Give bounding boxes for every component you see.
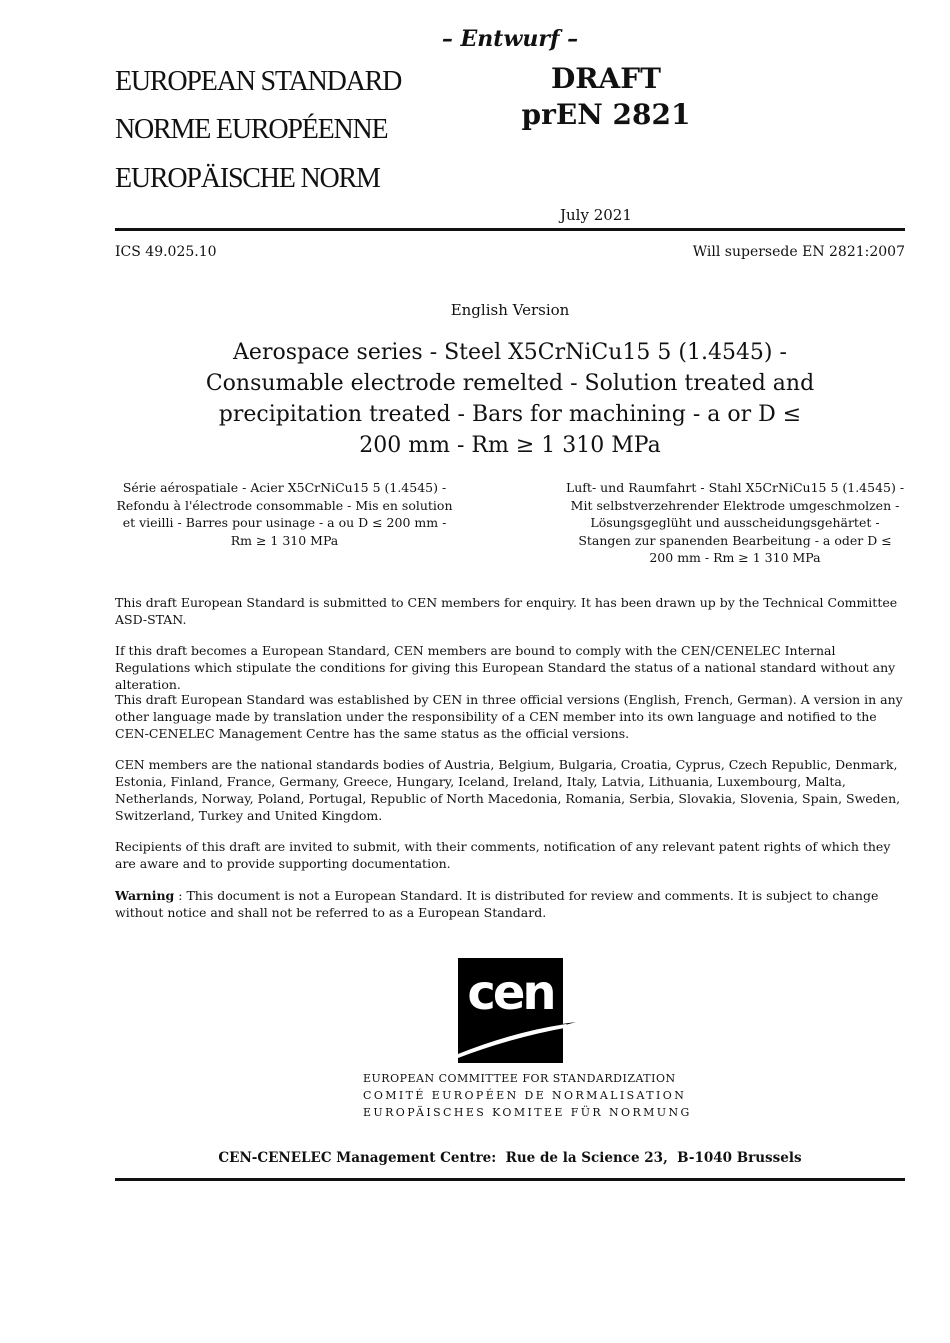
paragraph-members: CEN members are the national standards bodies of Austria, Belgium, Bulgaria, Croatia, Cyprus, Czech Republic, Denmark, Estonia, Finland, France, Germany, Greece, Hungary, Iceland, Ireland, Italy, Latvia, Lithuania, Luxembourg, Malta, Netherlands, Norway, Poland, Portugal, Republic of North Macedonia, Romania, Serbia, Slovakia, Slovenia, Spain, Sweden, Switzerland, Turkey and United Kingdom. (115, 757, 901, 823)
paragraph-enquiry: This draft European Standard is submitted to CEN members for enquiry. It has been drawn up by the Technical Committee ASD-STAN. (115, 595, 898, 627)
paragraph-versions: This draft European Standard was established by CEN in three official versions (English, French, German). A version in any other language made by translation under the responsibility of a CEN member into its own language and notified to the CEN-CENELEC Management Centre has the same status as the official versions. (115, 692, 903, 741)
title-french: Série aérospatiale - Acier X5CrNiCu15 5 (1.4545) - Refondu à l'électrode consommable - Mis en solution et vieilli - Barres pour usinage - a ou D ≤ 200 mm - Rm ≥ 1 310 MPa (116, 480, 453, 548)
ics-code: ICS 49.025.10 (115, 244, 217, 260)
paragraph-patents: Recipients of this draft are invited to submit, with their comments, notification of any relevant patent rights of which they are aware and to provide supporting documentation. (115, 839, 891, 871)
standard-line-fr: NORME EUROPÉENNE (115, 114, 388, 145)
committee-name-fr: COMITÉ EUROPÉEN DE NORMALISATION (363, 1089, 687, 1102)
warning-paragraph (115, 887, 905, 921)
version-label: English Version (450, 301, 570, 319)
document-title: Aerospace series - Steel X5CrNiCu15 5 (1.4545) - Consumable electrode remelted - Solution treated and precipitation treated - Bars for machining - a or D ≤ 200 mm - Rm ≥ 1 310 MPa (205, 340, 815, 458)
title-german: Luft- und Raumfahrt - Stahl X5CrNiCu15 5 (1.4545) - Mit selbstverzehrender Elektrode umgeschmolzen - Lösungsgeglüht und ausscheidungsgehärtet - Stangen zur spanenden Bearbeitung - a oder D ≤ 200 mm - Rm ≥ 1 310 MPa (565, 480, 905, 565)
warning-text: : This document is not a European Standard. It is distributed for review and comments. It is subject to change without notice and shall not be referred to as a European Standard. (115, 888, 879, 920)
standard-line-en: EUROPEAN STANDARD (115, 66, 402, 97)
footer-rule (115, 1178, 905, 1181)
draft-label: DRAFT (551, 62, 661, 95)
standard-line-de: EUROPÄISCHE NORM (115, 163, 380, 194)
supersedes-note: Will supersede EN 2821:2007 (692, 244, 905, 260)
warning-label: Warning (115, 888, 175, 903)
management-centre-address: CEN-CENELEC Management Centre: Rue de la Science 23, B-1040 Brussels (218, 1150, 802, 1166)
cen-logo-text: cen (467, 965, 554, 1021)
publication-date: July 2021 (560, 206, 632, 224)
draft-watermark-heading: – Entwurf – (441, 26, 579, 52)
committee-name-de: EUROPÄISCHES KOMITEE FÜR NORMUNG (363, 1106, 692, 1119)
header-rule (115, 228, 905, 231)
logo-swoosh-icon (458, 958, 583, 1063)
paragraph-compliance: If this draft becomes a European Standard, CEN members are bound to comply with the CEN/CENELEC Internal Regulations which stipulate the conditions for giving this European Standard the status of a national standard without any alteration. (115, 643, 896, 692)
committee-name-en: EUROPEAN COMMITTEE FOR STANDARDIZATION (363, 1072, 676, 1085)
cen-logo (458, 958, 563, 1063)
doc-number: prEN 2821 (521, 98, 691, 131)
